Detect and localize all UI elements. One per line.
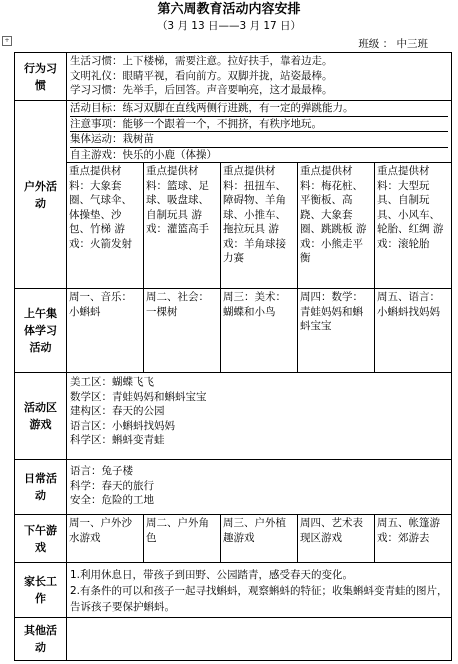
afternoon-cell-tue: 周二、户外角色 (144, 515, 221, 562)
areas-content (67, 373, 451, 459)
area-line: 科学区：蝌蚪变青蛙 (70, 434, 165, 446)
habit-line: 生活习惯：上下楼梯，需要注意。拉好扶手，靠着边走。 (70, 55, 333, 67)
daily-content (67, 460, 451, 514)
outdoor-content (67, 101, 451, 288)
row-label-areas: 活动区游戏 (15, 373, 67, 459)
row-other (15, 617, 451, 660)
page-title: 第六周教育活动内容安排 (157, 2, 301, 17)
daily-line: 安全：危险的工地 (70, 494, 154, 506)
outdoor-materials (67, 162, 451, 288)
afternoon-cell-thu: 周四、艺术表现区游戏 (298, 515, 375, 562)
row-parents (15, 562, 451, 617)
class-label: 班级 ： 中三班 (358, 38, 428, 50)
morning-cell-wed: 周三：美术：蝴蝶和小鸟 (221, 289, 298, 372)
row-afternoon (15, 514, 451, 562)
daily-line: 科学：春天的旅行 (70, 479, 154, 492)
outdoor-cell-wed: 重点提供材料：扭扭车、障碍物、羊角球、小推车、拖拉玩具 游戏：羊角球接力赛 (221, 163, 298, 288)
habit-line: 文明礼仪：眼睛平视，看向前方。双脚并拢，站姿最棒。 (70, 69, 333, 82)
afternoon-cell-wed: 周三、户外植趣游戏 (221, 515, 298, 562)
row-label-morning: 上午集体学习活动 (15, 289, 67, 372)
area-line: 建构区：春天的公园 (70, 405, 165, 417)
schedule-table (14, 52, 452, 661)
area-line: 语言区：小蝌蚪找妈妈 (70, 419, 175, 432)
parent-line: 1.利用休息日，带孩子到田野、公园踏青，感受春天的变化。 (70, 569, 354, 581)
outdoor-cell-mon: 重点提供材料：大象套圈、气球伞、体操垫、沙包、竹梯 游戏：火箭发射 (67, 163, 144, 288)
morning-cell-tue: 周二、社会：一棵树 (144, 289, 221, 372)
row-label-other: 其他活动 (15, 618, 67, 660)
habits-content (67, 53, 451, 100)
row-label-daily: 日常活动 (15, 460, 67, 514)
parents-content (67, 563, 451, 617)
other-content[interactable] (67, 618, 451, 660)
parent-line: 2.有条件的可以和孩子一起寻找蝌蚪，观察蝌蚪的特征；收集蝌蚪变青蛙的图片，告诉孩子要保护蝌蚪。 (70, 585, 448, 613)
outdoor-cell-thu: 重点提供材料：梅花桩、平衡板、高跷、大象套圈、跳跳板 游戏：小熊走平衡 (298, 163, 375, 288)
outdoor-goal-line: 活动目标：练习双脚在直线两侧行进跳，有一定的弹跳能力。 (70, 101, 448, 117)
row-label-parents: 家长工作 (15, 563, 67, 617)
row-label-habits: 行为习惯 (15, 53, 67, 100)
morning-cell-mon: 周一、音乐：小蝌蚪 (67, 289, 144, 372)
row-morning (15, 288, 451, 372)
afternoon-cell-fri: 周五、帐篷游戏：郊游去 (377, 517, 440, 544)
afternoon-cell-mon: 周一、户外沙水游戏 (67, 515, 144, 562)
habit-line: 学习习惯：先举手，后回答。声音要响亮，这才最最棒。 (70, 84, 333, 96)
morning-cell-thu: 周四：数学：青蛙妈妈和蝌蚪宝宝 (298, 289, 375, 372)
row-label-afternoon: 下午游戏 (15, 515, 67, 562)
outdoor-goal-line: 注意事项：能够一个跟着一个，不拥挤，有秩序地玩。 (70, 117, 448, 133)
area-line: 数学区：青蛙妈妈和蝌蚪宝宝 (70, 390, 207, 403)
outdoor-cell-tue: 重点提供材料：篮球、足球、吸盘球、自制玩具 游戏：灌篮高手 (144, 163, 221, 288)
row-daily (15, 459, 451, 514)
table-move-handle-icon[interactable]: + (2, 36, 12, 46)
area-line: 美工区：蝴蝶飞飞 (70, 376, 154, 388)
date-range: （3 月 13 日——3 月 17 日） (156, 20, 302, 32)
row-areas (15, 372, 451, 459)
morning-content (67, 289, 451, 372)
daily-line: 语言：兔子楼 (70, 465, 133, 477)
row-outdoor (15, 100, 451, 288)
outdoor-goal-line: 集体运动：栽树苗 (70, 132, 448, 148)
row-label-outdoor: 户外活动 (15, 101, 67, 288)
outdoor-cell-fri: 重点提供材料：大型玩具、自制玩具、小风车、轮胎、红绸 游戏：滚轮胎 (377, 165, 444, 250)
outdoor-goal-line: 自主游戏：快乐的小鹿（体操） (70, 148, 217, 161)
row-habits (15, 53, 451, 100)
morning-cell-fri: 周五、语言：小蝌蚪找妈妈 (377, 291, 440, 318)
outdoor-goals (67, 101, 451, 162)
afternoon-content (67, 515, 451, 562)
